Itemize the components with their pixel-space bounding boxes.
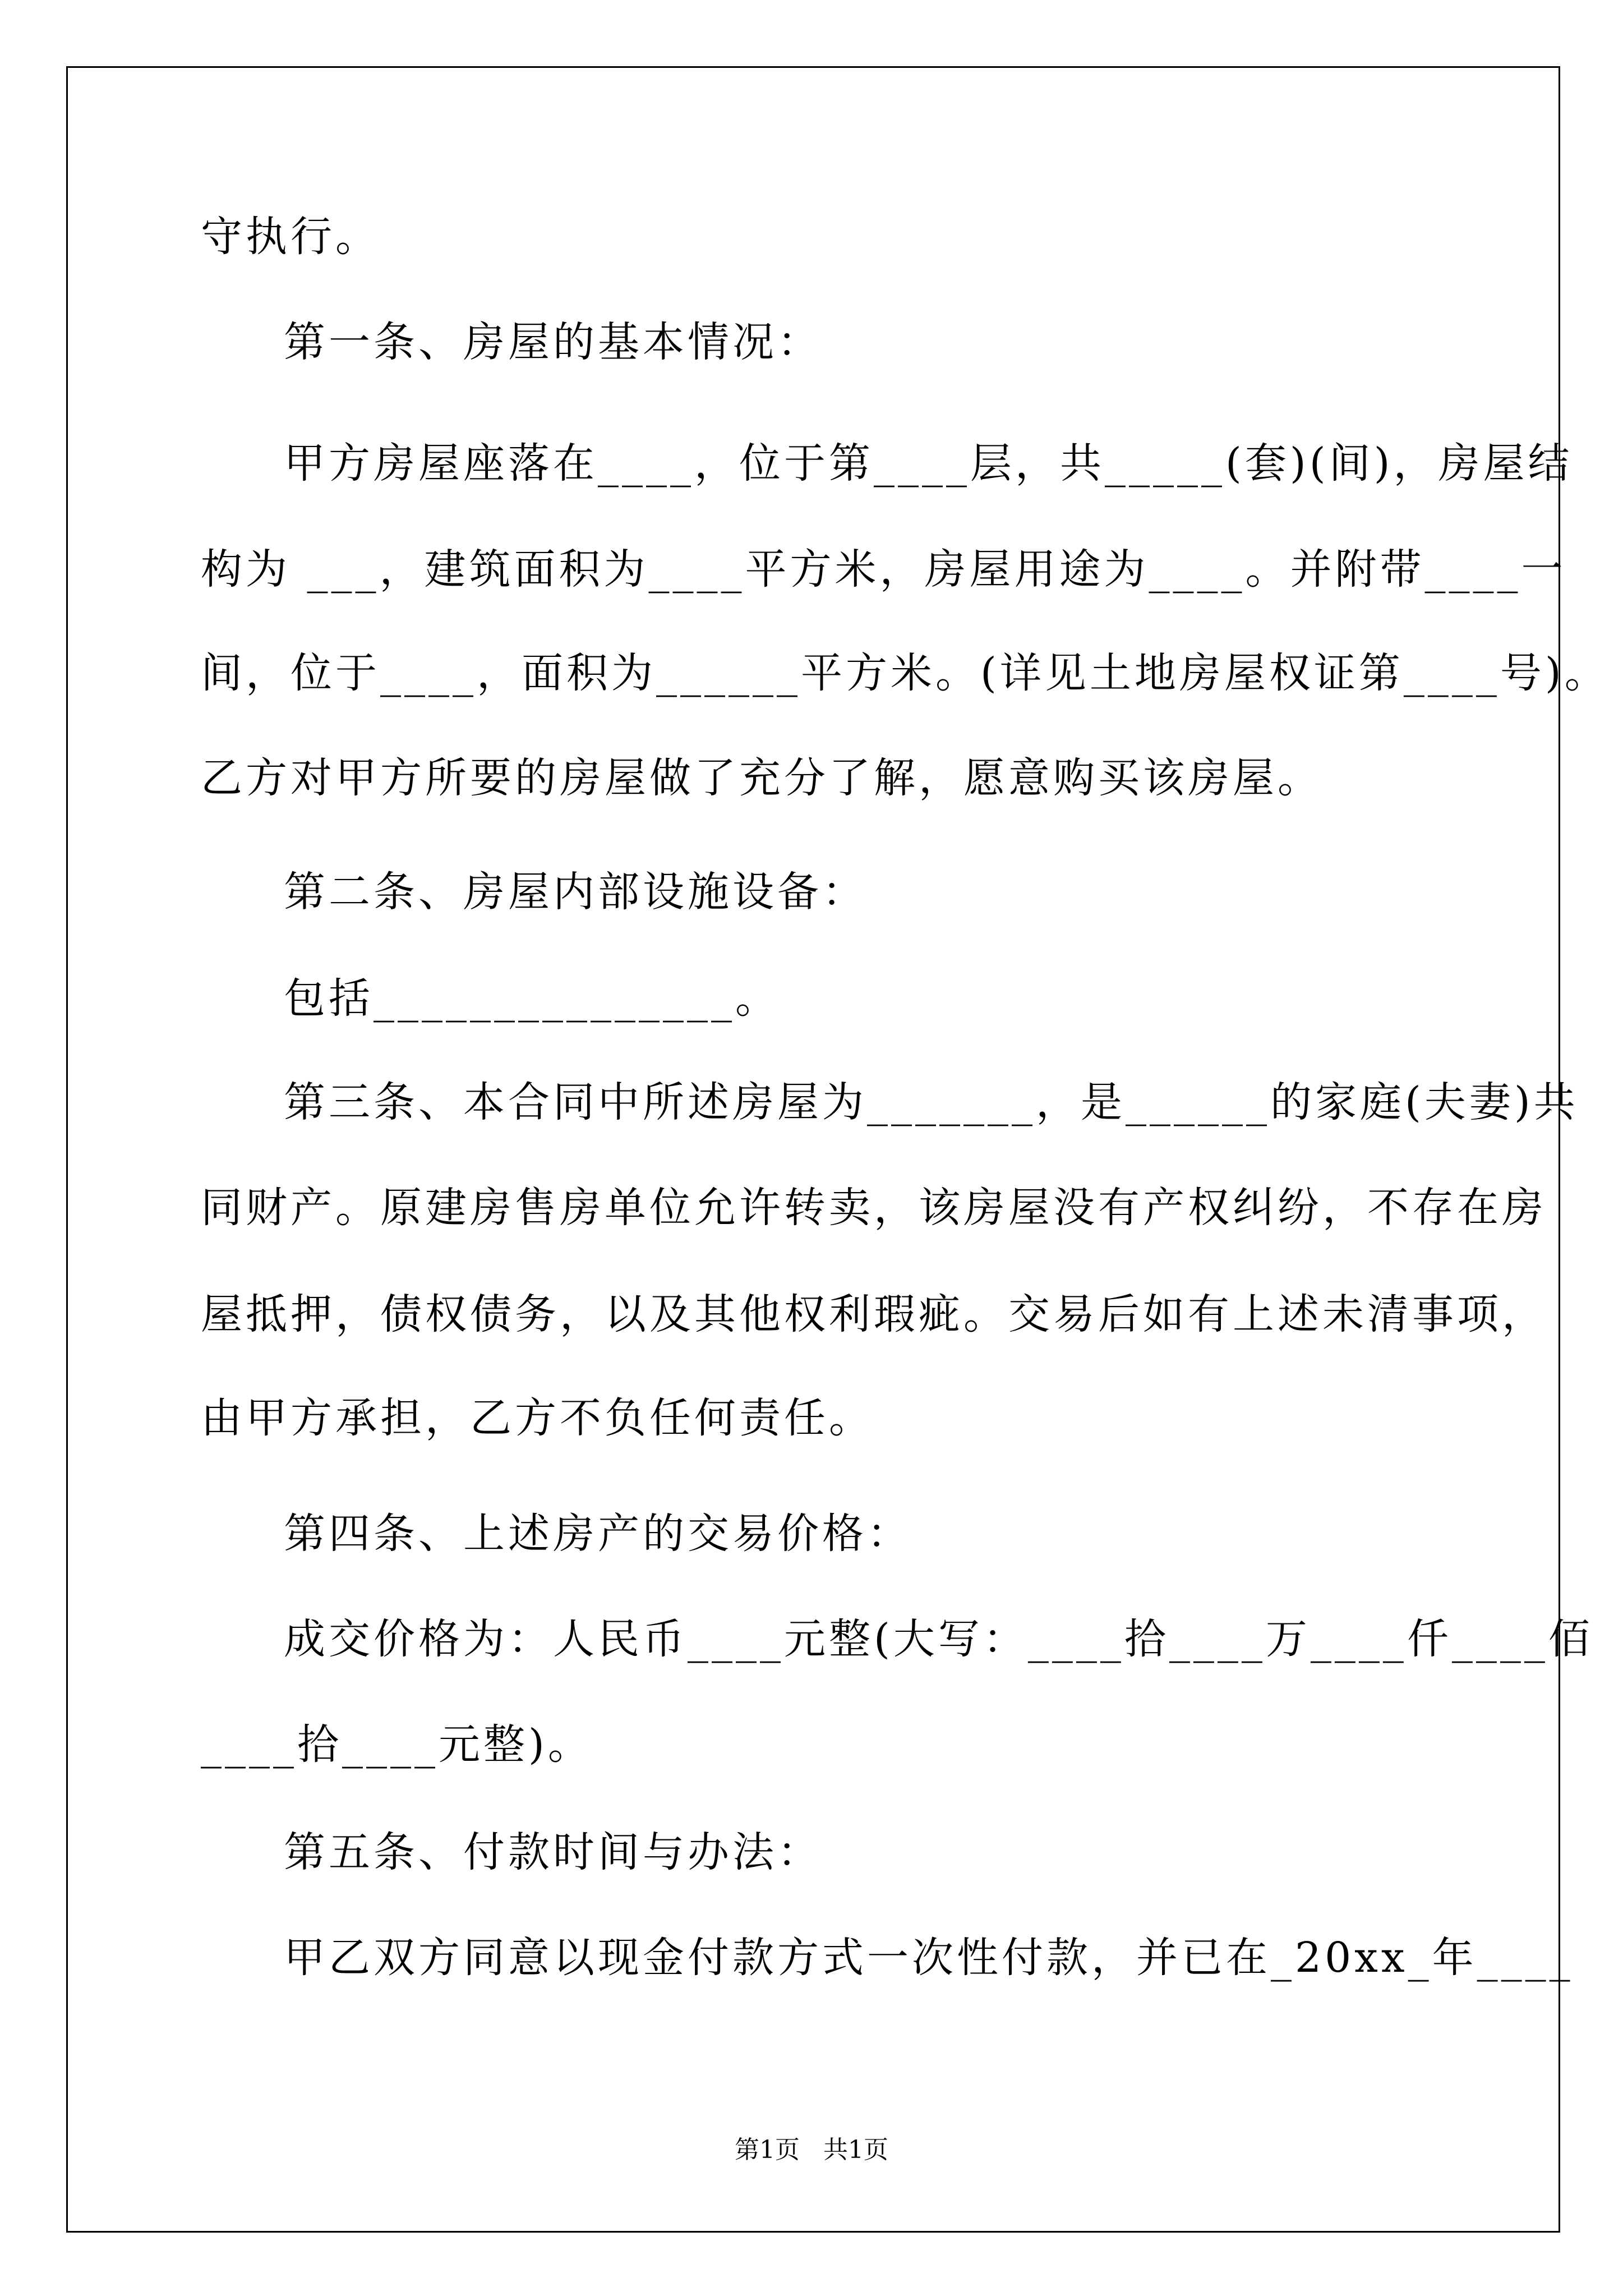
section-heading: 第五条、付款时间与办法：	[284, 1828, 822, 1876]
text-line: 甲乙双方同意以现金付款方式一次性付款，并已在_20xx_年____	[284, 1934, 1574, 1982]
text-line: 甲方房屋座落在____，位于第____层，共_____(套)(间)，房屋结	[284, 439, 1573, 487]
section-heading: 第二条、房屋内部设施设备：	[284, 868, 867, 916]
text-line: 包括_______________。	[284, 974, 780, 1023]
text-line: 乙方对甲方所要的房屋做了充分了解，愿意购买该房屋。	[201, 754, 1322, 802]
page-border	[66, 66, 1560, 2233]
text-line: ____拾____元整)。	[201, 1720, 593, 1769]
text-line: 屋抵押，债权债务，以及其他权利瑕疵。交易后如有上述未清事项，	[201, 1290, 1547, 1338]
text-line: 同财产。原建房售房单位允许转卖，该房屋没有产权纠纷，不存在房	[201, 1184, 1547, 1232]
text-line: 守执行。	[201, 213, 380, 261]
section-heading: 第一条、房屋的基本情况：	[284, 318, 822, 366]
page-footer: 第1页 共1页	[735, 2136, 888, 2164]
section-heading: 第三条、本合同中所述房屋为_______，是______的家庭(夫妻)共	[284, 1078, 1579, 1126]
text-line: 由甲方承担，乙方不负任何责任。	[201, 1394, 874, 1442]
text-line: 成交价格为：人民币____元整(大写：____拾____万____仟____佰	[284, 1615, 1593, 1663]
text-line: 间，位于____，面积为______平方米。(详见土地房屋权证第____号)。	[201, 649, 1610, 697]
text-line: 构为 ___，建筑面积为____平方米，房屋用途为____。并附带____一	[201, 545, 1566, 593]
section-heading: 第四条、上述房产的交易价格：	[284, 1510, 912, 1558]
